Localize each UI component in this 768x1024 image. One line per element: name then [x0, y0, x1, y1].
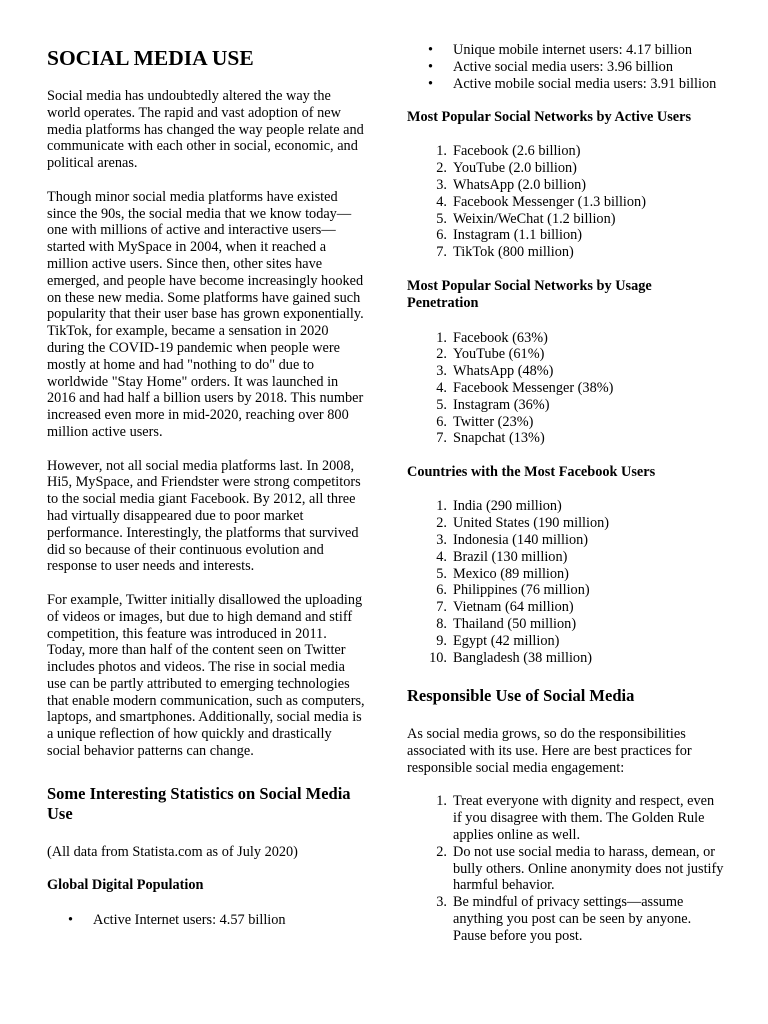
list-number: 7. — [436, 599, 447, 616]
list-item — [407, 650, 725, 667]
active-users-heading: Most Popular Social Networks by Active Users — [407, 109, 692, 126]
list-number: 1. — [436, 329, 447, 346]
list-item — [407, 177, 725, 194]
list-item — [407, 633, 725, 650]
usage-penetration-list — [407, 330, 725, 448]
usage-penetration-heading: Most Popular Social Networks by Usage Penetration — [407, 277, 652, 312]
list-item-text: Vietnam (64 million) — [453, 599, 574, 616]
list-item: • Active mobile social media users: 3.91 billion — [407, 76, 725, 93]
list-item — [407, 330, 725, 347]
list-item — [407, 532, 725, 549]
responsible-use-heading: Responsible Use of Social Media — [407, 686, 635, 706]
global-population-list — [47, 912, 365, 929]
list-item-text: Facebook (2.6 billion) — [453, 143, 581, 160]
list-number: 2. — [436, 160, 447, 177]
list-item-text: Facebook Messenger (1.3 billion) — [453, 193, 646, 210]
list-number: 10. — [429, 649, 447, 666]
list-item-text: Treat everyone with dignity and respect, even if you disagree with them. The Golden Rule applies online as well. — [453, 793, 715, 844]
facebook-countries-list — [407, 498, 725, 666]
list-item-text: Facebook Messenger (38%) — [453, 380, 614, 397]
list-item: • Active social media users: 3.96 billion — [407, 59, 725, 76]
list-item-text: Do not use social media to harass, demean, or bully others. Online anonymity does not justify harmful behavior. — [453, 843, 724, 894]
list-number: 7. — [436, 430, 447, 447]
list-item-text: Philippines (76 million) — [453, 582, 590, 599]
list-item — [407, 566, 725, 583]
list-item-text: Twitter (23%) — [453, 413, 534, 430]
list-number: 1. — [436, 498, 447, 515]
list-number: 5. — [436, 210, 447, 227]
list-item — [407, 430, 725, 447]
list-item — [407, 599, 725, 616]
list-item — [407, 380, 725, 397]
list-number: 4. — [436, 380, 447, 397]
list-number: 3. — [436, 531, 447, 548]
list-item-text: Bangladesh (38 million) — [453, 649, 592, 666]
list-number: 5. — [436, 396, 447, 413]
list-number: 6. — [436, 227, 447, 244]
list-item — [407, 160, 725, 177]
list-item — [407, 211, 725, 228]
statistics-heading: Some Interesting Statistics on Social Media Use — [47, 783, 351, 823]
list-item — [407, 363, 725, 380]
list-item: • Unique mobile internet users: 4.17 billion — [407, 42, 725, 59]
list-number: 3. — [436, 363, 447, 380]
list-number: 1. — [436, 143, 447, 160]
list-item — [407, 844, 725, 894]
left-column — [47, 0, 365, 929]
list-item: • Active Internet users: 4.57 billion — [47, 912, 365, 929]
list-number: 4. — [436, 548, 447, 565]
list-number: 2. — [436, 843, 447, 860]
intro-paragraph: Though minor social media platforms have existed since the 90s, the social media that we know today—one with millions of active and interactive users—started with MySpace in 2004, when it reached a million active users. Since then, other sites have emerged, and people have become increasingly hooked on these new media. Some platforms have gained such popularity that their user base has grown exponentially. TikTok, for example, became a sensation in 2020 during the COVID-19 pandemic when people were mostly at home and had "nothing to do" due to worldwide "Stay Home" orders. It was launched in 2016 and had half a billion users by 2018. This number increased even more in mid-2020, reaching over 800 million active users. — [47, 188, 364, 440]
list-item-text: United States (190 million) — [453, 515, 610, 532]
list-number: 9. — [436, 632, 447, 649]
list-number: 2. — [436, 515, 447, 532]
list-item-text: YouTube (2.0 billion) — [453, 160, 577, 177]
list-item — [407, 414, 725, 431]
list-item-text: Be mindful of privacy settings—assume anything you post can be seen by anyone. Pause before you post. — [453, 894, 692, 944]
list-item-text: WhatsApp (48%) — [453, 363, 554, 380]
facebook-countries-heading: Countries with the Most Facebook Users — [407, 464, 656, 481]
list-number: 1. — [436, 793, 447, 810]
list-item-text: Mexico (89 million) — [453, 565, 569, 582]
list-number: 8. — [436, 615, 447, 632]
list-item-text: TikTok (800 million) — [453, 244, 574, 261]
list-item-text: Facebook (63%) — [453, 329, 548, 346]
list-item — [407, 616, 725, 633]
list-item-text: Snapchat (13%) — [453, 430, 545, 447]
list-item-text: Weixin/WeChat (1.2 billion) — [453, 210, 616, 227]
global-population-list-continued — [407, 42, 725, 92]
list-item — [407, 346, 725, 363]
list-number: 2. — [436, 346, 447, 363]
list-number: 6. — [436, 413, 447, 430]
list-item — [407, 143, 725, 160]
global-population-heading: Global Digital Population — [47, 877, 204, 894]
list-item — [407, 549, 725, 566]
document-title: SOCIAL MEDIA USE — [47, 46, 254, 70]
list-item-text: Egypt (42 million) — [453, 632, 560, 649]
responsible-intro: As social media grows, so do the responsibilities associated with its use. Here are best practices for responsible social media engagement: — [407, 726, 692, 776]
list-item-text: India (290 million) — [453, 498, 562, 515]
right-column — [407, 0, 725, 945]
list-number: 4. — [436, 193, 447, 210]
active-users-list — [407, 143, 725, 261]
list-item — [407, 194, 725, 211]
source-note: (All data from Statista.com as of July 2020) — [47, 843, 298, 860]
list-item — [407, 515, 725, 532]
intro-paragraph: For example, Twitter initially disallowed the uploading of videos or images, but due to high demand and stiff competition, this feature was introduced in 2011. Today, more than half of the content seen on Twitter includes photos and videos. The rise in social media use can be partly attributed to emerging technologies that enable modern communication, such as computers, laptops, and smartphones. Additionally, social media is a unique reflection of how quickly and drastically social behavior patterns can change. — [47, 591, 365, 760]
list-number: 6. — [436, 582, 447, 599]
list-item — [407, 227, 725, 244]
list-number: 7. — [436, 244, 447, 261]
list-item — [407, 244, 725, 261]
list-item-text: WhatsApp (2.0 billion) — [453, 177, 587, 194]
responsible-practices-list — [407, 793, 725, 944]
list-item — [407, 894, 725, 944]
list-item — [407, 498, 725, 515]
list-item-text: Instagram (36%) — [453, 396, 550, 413]
list-item — [407, 397, 725, 414]
list-item-text: Instagram (1.1 billion) — [453, 227, 583, 244]
list-item-text: Indonesia (140 million) — [453, 531, 589, 548]
list-item-text: Brazil (130 million) — [453, 548, 568, 565]
list-item — [407, 793, 725, 843]
list-item — [407, 582, 725, 599]
intro-paragraph: However, not all social media platforms last. In 2008, Hi5, MySpace, and Friendster were strong competitors to the social media giant Facebook. By 2012, all three had virtually disappeared due to poor market performance. Interestingly, the platforms that survived did so because of their continuous evolution and response to user needs and interests. — [47, 457, 361, 575]
intro-paragraph: Social media has undoubtedly altered the way the world operates. The rapid and vast adoption of new media platforms has changed the way people relate and communicate with each other in social, economic, and political arenas. — [47, 88, 364, 172]
list-number: 3. — [436, 894, 447, 911]
list-item-text: YouTube (61%) — [453, 346, 545, 363]
list-number: 5. — [436, 565, 447, 582]
list-number: 3. — [436, 177, 447, 194]
list-item-text: Thailand (50 million) — [453, 615, 577, 632]
